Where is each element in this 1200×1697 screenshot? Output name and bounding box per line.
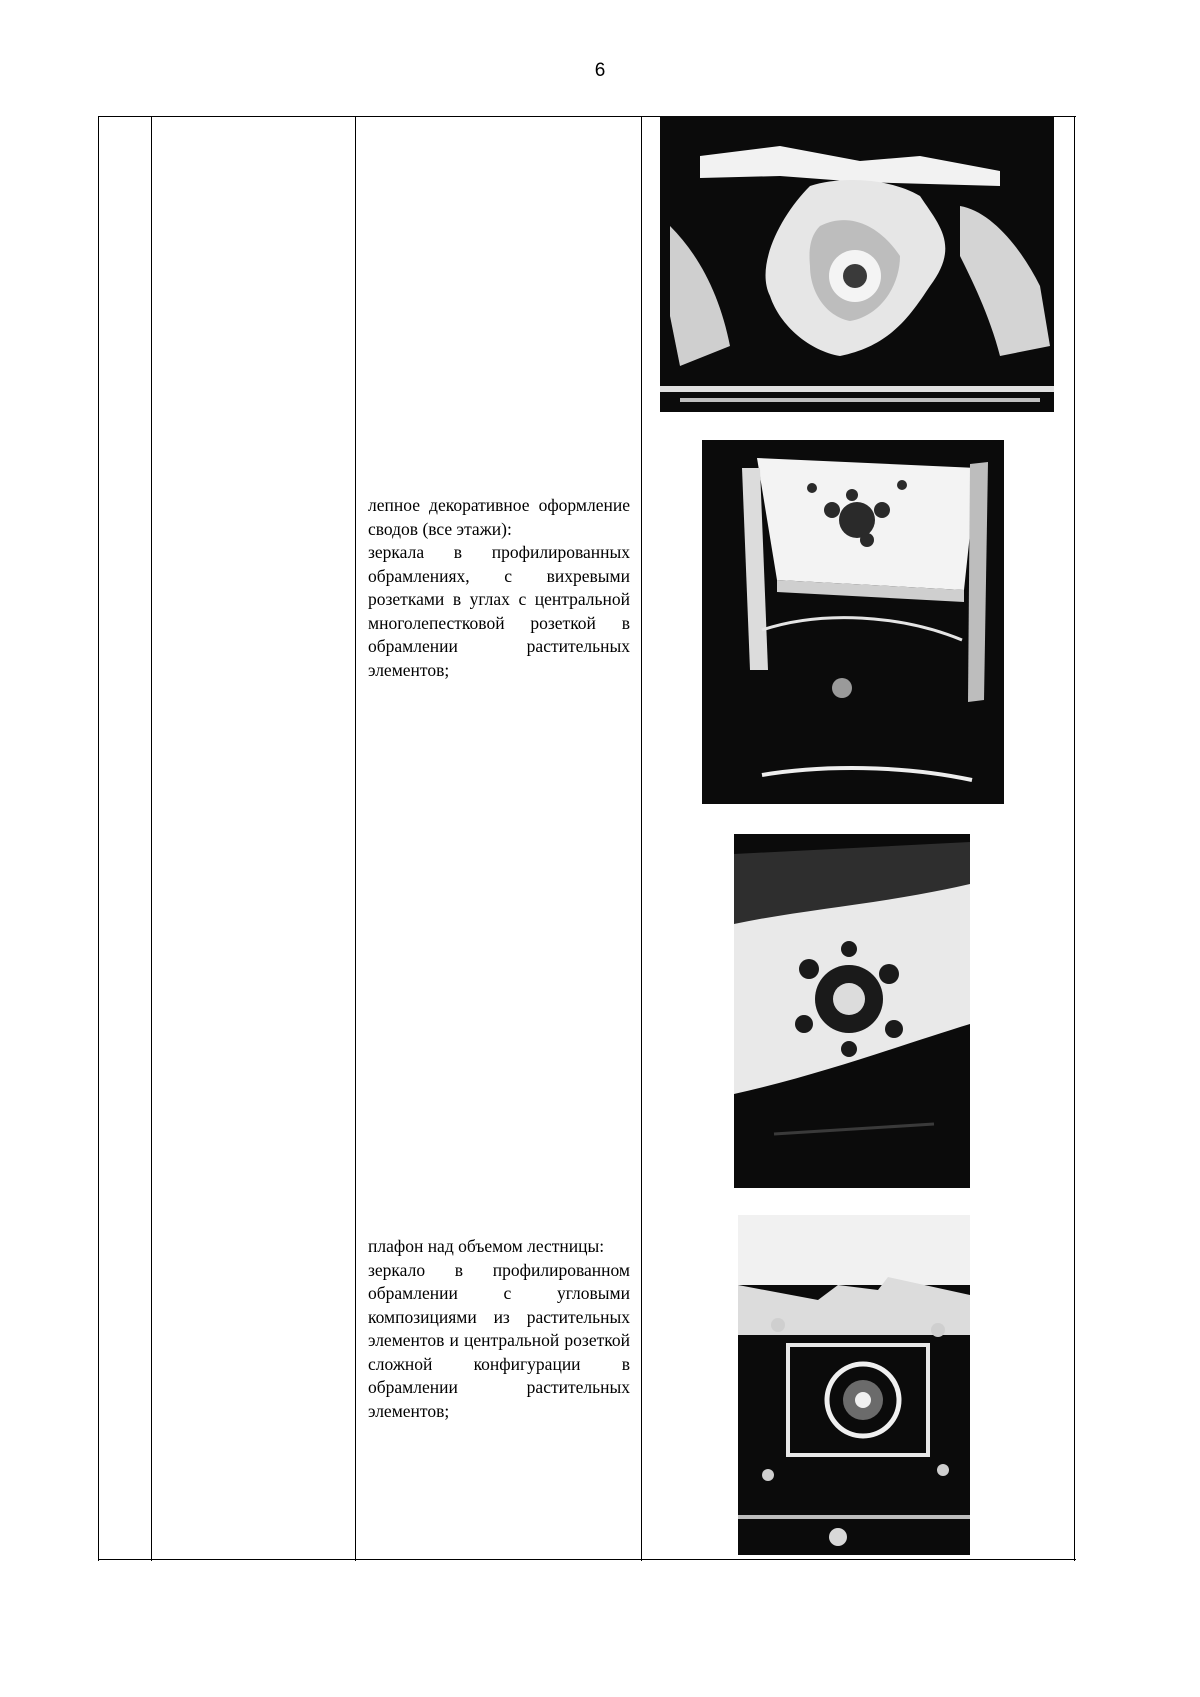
description-heading: плафон над объемом лестницы: [368,1236,605,1256]
vault-stucco-corner-photo [660,116,1054,412]
table-col-border-3 [641,116,642,1561]
page-number: 6 [594,60,606,81]
table-col-border-2 [355,116,356,1561]
staircase-plafond-photo [738,1215,970,1555]
description-body: зеркало в профилированном обрамлении с угловыми композициями из растительных элементов и центральной розеткой сложной конфигурации в обрамлении растительных элементов; [368,1259,630,1421]
table-col-border-1 [151,116,152,1561]
vault-rosette-photo [734,834,970,1188]
description-body: зеркала в профилированных обрамлениях, с вихревыми розетками в углах с центральной многолепестковой розеткой в обрамлении растительных элементов; [368,542,630,680]
table-col-border-left [98,116,99,1561]
table-bottom-border [98,1559,1076,1560]
vault-mirror-frame-photo [702,440,1004,804]
table-col-border-right [1074,116,1075,1561]
description-cell-1 [368,494,630,682]
description-heading: лепное декоративное оформление сводов (все этажи): [368,495,630,539]
description-cell-2 [368,1235,630,1423]
